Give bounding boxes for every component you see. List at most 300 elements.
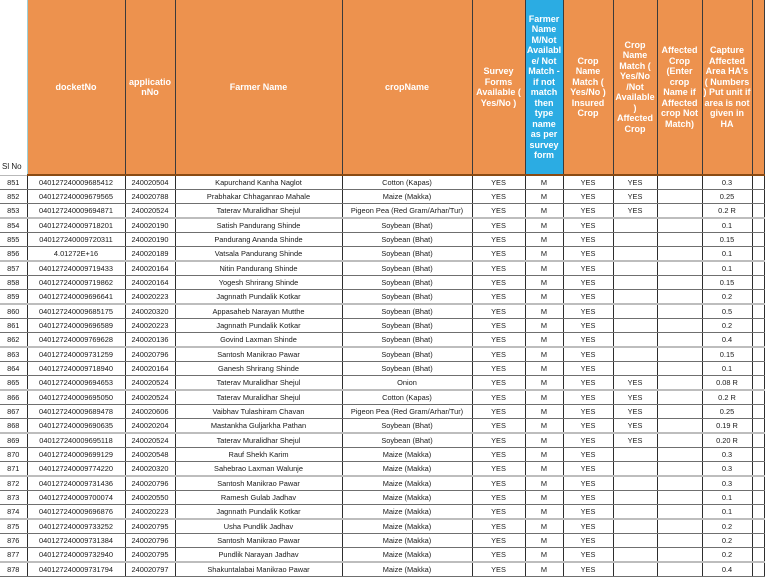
overflow-cell[interactable]	[752, 362, 764, 376]
crop-name-cell[interactable]: Maize (Makka)	[342, 462, 472, 477]
application-no-cell[interactable]: 240020788	[125, 190, 175, 204]
table-row[interactable]	[0, 491, 764, 505]
docket-no-cell[interactable]: 040127240009700074	[27, 491, 125, 505]
crop-name-match-affected-cell[interactable]	[613, 448, 657, 462]
table-row[interactable]	[0, 204, 764, 219]
overflow-cell[interactable]	[752, 562, 764, 577]
affected-crop-cell[interactable]	[657, 347, 702, 362]
affected-crop-cell[interactable]	[657, 419, 702, 434]
affected-crop-cell[interactable]	[657, 548, 702, 563]
affected-crop-cell[interactable]	[657, 304, 702, 319]
farmer-name-cell[interactable]: Taterav Muralidhar Shejul	[175, 433, 342, 448]
affected-crop-cell[interactable]	[657, 233, 702, 247]
survey-form-available-cell[interactable]: YES	[472, 534, 525, 548]
table-row[interactable]	[0, 505, 764, 520]
affected-crop-cell[interactable]	[657, 204, 702, 219]
overflow-cell[interactable]	[752, 519, 764, 534]
row-number-cell[interactable]: 868	[0, 419, 27, 434]
docket-no-cell[interactable]: 040127240009718940	[27, 362, 125, 376]
table-row[interactable]	[0, 304, 764, 319]
crop-name-match-insured-cell[interactable]: YES	[563, 476, 613, 491]
farmer-name-match-cell[interactable]: M	[525, 562, 563, 577]
table-row[interactable]	[0, 233, 764, 247]
crop-name-match-affected-cell[interactable]: YES	[613, 204, 657, 219]
row-number-cell[interactable]: 851	[0, 175, 27, 190]
docket-no-cell[interactable]: 040127240009731794	[27, 562, 125, 577]
farmer-name-match-cell[interactable]: M	[525, 476, 563, 491]
farmer-name-cell[interactable]: Ramesh Gulab Jadhav	[175, 491, 342, 505]
farmer-name-match-cell[interactable]: M	[525, 276, 563, 290]
crop-name-cell[interactable]: Maize (Makka)	[342, 562, 472, 577]
docket-no-cell[interactable]: 040127240009719433	[27, 261, 125, 276]
docket-no-cell[interactable]: 040127240009679565	[27, 190, 125, 204]
survey-form-available-cell[interactable]: YES	[472, 562, 525, 577]
crop-name-match-insured-cell[interactable]: YES	[563, 218, 613, 233]
row-number-cell[interactable]: 865	[0, 376, 27, 391]
affected-area-cell[interactable]: 0.2 R	[702, 204, 752, 219]
crop-name-match-insured-cell[interactable]: YES	[563, 175, 613, 190]
table-row[interactable]	[0, 175, 764, 190]
row-number-cell[interactable]: 867	[0, 405, 27, 419]
farmer-name-cell[interactable]: Rauf Shekh Karim	[175, 448, 342, 462]
column-header-docketno[interactable]: docketNo	[27, 0, 125, 175]
row-number-cell[interactable]: 871	[0, 462, 27, 477]
column-header-crop-name-match-insured[interactable]: Crop Name Match ( Yes/No ) Insured Crop	[563, 0, 613, 175]
crop-name-match-insured-cell[interactable]: YES	[563, 419, 613, 434]
docket-no-cell[interactable]: 040127240009719862	[27, 276, 125, 290]
crop-name-cell[interactable]: Cotton (Kapas)	[342, 390, 472, 405]
docket-no-cell[interactable]: 040127240009731259	[27, 347, 125, 362]
docket-no-cell[interactable]: 040127240009732940	[27, 548, 125, 563]
row-number-cell[interactable]: 857	[0, 261, 27, 276]
column-header-overflow[interactable]	[752, 0, 764, 175]
row-number-cell[interactable]: 864	[0, 362, 27, 376]
crop-name-match-affected-cell[interactable]	[613, 290, 657, 305]
row-number-cell[interactable]: 856	[0, 247, 27, 262]
column-header-farmer-name-match[interactable]: Farmer Name M/Not Available/ Not Match - if not match then type name as per survey form	[525, 0, 563, 175]
farmer-name-match-cell[interactable]: M	[525, 548, 563, 563]
row-number-cell[interactable]: 860	[0, 304, 27, 319]
affected-area-cell[interactable]: 0.2	[702, 290, 752, 305]
crop-name-match-affected-cell[interactable]	[613, 548, 657, 563]
row-number-cell[interactable]: 878	[0, 562, 27, 577]
affected-crop-cell[interactable]	[657, 376, 702, 391]
farmer-name-cell[interactable]: Ganesh Shrirang Shinde	[175, 362, 342, 376]
column-header-survey-forms-available[interactable]: Survey Forms Available ( Yes/No )	[472, 0, 525, 175]
column-header-affected-crop[interactable]: Affected Crop (Enter crop Name if Affected crop Not Match)	[657, 0, 702, 175]
survey-form-available-cell[interactable]: YES	[472, 347, 525, 362]
table-row[interactable]	[0, 190, 764, 204]
crop-name-match-affected-cell[interactable]: YES	[613, 376, 657, 391]
farmer-name-cell[interactable]: Taterav Muralidhar Shejul	[175, 204, 342, 219]
row-number-cell[interactable]: 863	[0, 347, 27, 362]
survey-form-available-cell[interactable]: YES	[472, 290, 525, 305]
crop-name-match-insured-cell[interactable]: YES	[563, 534, 613, 548]
overflow-cell[interactable]	[752, 376, 764, 391]
docket-no-cell[interactable]: 040127240009685412	[27, 175, 125, 190]
affected-crop-cell[interactable]	[657, 462, 702, 477]
crop-name-cell[interactable]: Onion	[342, 376, 472, 391]
affected-area-cell[interactable]: 0.3	[702, 462, 752, 477]
farmer-name-cell[interactable]: Pandurang Ananda Shinde	[175, 233, 342, 247]
survey-form-available-cell[interactable]: YES	[472, 247, 525, 262]
application-no-cell[interactable]: 240020190	[125, 218, 175, 233]
affected-crop-cell[interactable]	[657, 505, 702, 520]
overflow-cell[interactable]	[752, 233, 764, 247]
overflow-cell[interactable]	[752, 462, 764, 477]
crop-name-match-insured-cell[interactable]: YES	[563, 462, 613, 477]
docket-no-cell[interactable]: 040127240009696876	[27, 505, 125, 520]
crop-name-cell[interactable]: Soybean (Bhat)	[342, 276, 472, 290]
survey-form-available-cell[interactable]: YES	[472, 491, 525, 505]
affected-crop-cell[interactable]	[657, 390, 702, 405]
overflow-cell[interactable]	[752, 190, 764, 204]
application-no-cell[interactable]: 240020796	[125, 347, 175, 362]
crop-name-match-insured-cell[interactable]: YES	[563, 347, 613, 362]
crop-name-cell[interactable]: Maize (Makka)	[342, 491, 472, 505]
docket-no-cell[interactable]: 040127240009696589	[27, 319, 125, 333]
crop-name-cell[interactable]: Soybean (Bhat)	[342, 419, 472, 434]
farmer-name-cell[interactable]: Kapurchand Kanha Naglot	[175, 175, 342, 190]
crop-name-match-insured-cell[interactable]: YES	[563, 519, 613, 534]
farmer-name-match-cell[interactable]: M	[525, 233, 563, 247]
row-number-cell[interactable]: 869	[0, 433, 27, 448]
affected-crop-cell[interactable]	[657, 519, 702, 534]
crop-name-match-insured-cell[interactable]: YES	[563, 247, 613, 262]
farmer-name-cell[interactable]: Jagnnath Pundalik Kotkar	[175, 319, 342, 333]
affected-area-cell[interactable]: 0.4	[702, 333, 752, 348]
farmer-name-match-cell[interactable]: M	[525, 218, 563, 233]
affected-area-cell[interactable]: 0.1	[702, 505, 752, 520]
application-no-cell[interactable]: 240020164	[125, 261, 175, 276]
overflow-cell[interactable]	[752, 175, 764, 190]
crop-name-cell[interactable]: Pigeon Pea (Red Gram/Arhar/Tur)	[342, 405, 472, 419]
row-number-cell[interactable]: 870	[0, 448, 27, 462]
crop-name-match-affected-cell[interactable]	[613, 362, 657, 376]
crop-name-match-insured-cell[interactable]: YES	[563, 548, 613, 563]
farmer-name-match-cell[interactable]: M	[525, 362, 563, 376]
affected-crop-cell[interactable]	[657, 190, 702, 204]
affected-area-cell[interactable]: 0.2	[702, 534, 752, 548]
crop-name-match-affected-cell[interactable]	[613, 534, 657, 548]
column-header-affected-area[interactable]: Capture Affected Area HA's ( Numbers ) Put unit if area is not given in HA	[702, 0, 752, 175]
overflow-cell[interactable]	[752, 448, 764, 462]
crop-name-cell[interactable]: Maize (Makka)	[342, 448, 472, 462]
farmer-name-match-cell[interactable]: M	[525, 491, 563, 505]
farmer-name-cell[interactable]: Pundlik Narayan Jadhav	[175, 548, 342, 563]
row-number-cell[interactable]: 876	[0, 534, 27, 548]
overflow-cell[interactable]	[752, 405, 764, 419]
affected-crop-cell[interactable]	[657, 405, 702, 419]
row-number-cell[interactable]: 874	[0, 505, 27, 520]
farmer-name-match-cell[interactable]: M	[525, 519, 563, 534]
crop-name-match-affected-cell[interactable]: YES	[613, 175, 657, 190]
overflow-cell[interactable]	[752, 319, 764, 333]
affected-area-cell[interactable]: 0.08 R	[702, 376, 752, 391]
row-number-cell[interactable]: 853	[0, 204, 27, 219]
survey-form-available-cell[interactable]: YES	[472, 319, 525, 333]
survey-form-available-cell[interactable]: YES	[472, 390, 525, 405]
crop-name-match-affected-cell[interactable]	[613, 462, 657, 477]
crop-name-match-insured-cell[interactable]: YES	[563, 204, 613, 219]
survey-form-available-cell[interactable]: YES	[472, 376, 525, 391]
crop-name-match-affected-cell[interactable]: YES	[613, 433, 657, 448]
affected-crop-cell[interactable]	[657, 218, 702, 233]
crop-name-cell[interactable]: Soybean (Bhat)	[342, 319, 472, 333]
table-row[interactable]	[0, 362, 764, 376]
application-no-cell[interactable]: 240020524	[125, 376, 175, 391]
crop-name-cell[interactable]: Maize (Makka)	[342, 505, 472, 520]
affected-area-cell[interactable]: 0.2	[702, 319, 752, 333]
affected-area-cell[interactable]: 0.25	[702, 190, 752, 204]
application-no-cell[interactable]: 240020550	[125, 491, 175, 505]
affected-area-cell[interactable]: 0.3	[702, 476, 752, 491]
application-no-cell[interactable]: 240020223	[125, 505, 175, 520]
survey-form-available-cell[interactable]: YES	[472, 333, 525, 348]
column-header-cropname[interactable]: cropName	[342, 0, 472, 175]
crop-name-cell[interactable]: Maize (Makka)	[342, 548, 472, 563]
survey-form-available-cell[interactable]: YES	[472, 476, 525, 491]
crop-name-match-affected-cell[interactable]	[613, 519, 657, 534]
crop-name-match-affected-cell[interactable]	[613, 333, 657, 348]
table-row[interactable]	[0, 347, 764, 362]
survey-form-available-cell[interactable]: YES	[472, 462, 525, 477]
overflow-cell[interactable]	[752, 333, 764, 348]
crop-name-match-affected-cell[interactable]	[613, 505, 657, 520]
farmer-name-match-cell[interactable]: M	[525, 462, 563, 477]
farmer-name-cell[interactable]: Yogesh Shrirang Shinde	[175, 276, 342, 290]
crop-name-match-affected-cell[interactable]	[613, 276, 657, 290]
crop-name-cell[interactable]: Soybean (Bhat)	[342, 347, 472, 362]
application-no-cell[interactable]: 240020548	[125, 448, 175, 462]
application-no-cell[interactable]: 240020320	[125, 304, 175, 319]
affected-area-cell[interactable]: 0.15	[702, 276, 752, 290]
crop-name-match-insured-cell[interactable]: YES	[563, 448, 613, 462]
application-no-cell[interactable]: 240020524	[125, 433, 175, 448]
row-number-cell[interactable]: 858	[0, 276, 27, 290]
affected-area-cell[interactable]: 0.1	[702, 218, 752, 233]
docket-no-cell[interactable]: 040127240009774220	[27, 462, 125, 477]
application-no-cell[interactable]: 240020504	[125, 175, 175, 190]
crop-name-match-insured-cell[interactable]: YES	[563, 276, 613, 290]
crop-name-match-insured-cell[interactable]: YES	[563, 491, 613, 505]
affected-area-cell[interactable]: 0.20 R	[702, 433, 752, 448]
farmer-name-cell[interactable]: Mastankha Guljarkha Pathan	[175, 419, 342, 434]
farmer-name-cell[interactable]: Vatsala Pandurang Shinde	[175, 247, 342, 262]
column-header-crop-name-match-affected[interactable]: Crop Name Match ( Yes/No /Not Available) Affected Crop	[613, 0, 657, 175]
survey-form-available-cell[interactable]: YES	[472, 433, 525, 448]
docket-no-cell[interactable]: 040127240009731384	[27, 534, 125, 548]
farmer-name-cell[interactable]: Jagnnath Pundalik Kotkar	[175, 290, 342, 305]
farmer-name-match-cell[interactable]: M	[525, 319, 563, 333]
application-no-cell[interactable]: 240020795	[125, 519, 175, 534]
docket-no-cell[interactable]: 040127240009695050	[27, 390, 125, 405]
survey-form-available-cell[interactable]: YES	[472, 405, 525, 419]
crop-name-match-affected-cell[interactable]: YES	[613, 190, 657, 204]
row-number-cell[interactable]: 872	[0, 476, 27, 491]
farmer-name-cell[interactable]: Shakuntalabai Manikrao Pawar	[175, 562, 342, 577]
farmer-name-cell[interactable]: Santosh Manikrao Pawar	[175, 476, 342, 491]
survey-form-available-cell[interactable]: YES	[472, 261, 525, 276]
crop-name-match-insured-cell[interactable]: YES	[563, 390, 613, 405]
crop-name-cell[interactable]: Pigeon Pea (Red Gram/Arhar/Tur)	[342, 204, 472, 219]
application-no-cell[interactable]: 240020223	[125, 319, 175, 333]
table-row[interactable]	[0, 405, 764, 419]
row-number-cell[interactable]: 873	[0, 491, 27, 505]
crop-name-match-affected-cell[interactable]	[613, 347, 657, 362]
overflow-cell[interactable]	[752, 505, 764, 520]
crop-name-cell[interactable]: Cotton (Kapas)	[342, 175, 472, 190]
survey-form-available-cell[interactable]: YES	[472, 519, 525, 534]
affected-area-cell[interactable]: 0.5	[702, 304, 752, 319]
application-no-cell[interactable]: 240020524	[125, 204, 175, 219]
table-row[interactable]	[0, 333, 764, 348]
crop-name-cell[interactable]: Maize (Makka)	[342, 519, 472, 534]
crop-name-match-affected-cell[interactable]	[613, 491, 657, 505]
docket-no-cell[interactable]: 040127240009699129	[27, 448, 125, 462]
farmer-name-match-cell[interactable]: M	[525, 347, 563, 362]
crop-name-cell[interactable]: Soybean (Bhat)	[342, 218, 472, 233]
table-row[interactable]	[0, 247, 764, 262]
crop-name-match-affected-cell[interactable]	[613, 233, 657, 247]
affected-crop-cell[interactable]	[657, 261, 702, 276]
crop-name-match-insured-cell[interactable]: YES	[563, 319, 613, 333]
farmer-name-cell[interactable]: Santosh Manikrao Pawar	[175, 347, 342, 362]
affected-crop-cell[interactable]	[657, 362, 702, 376]
crop-name-cell[interactable]: Soybean (Bhat)	[342, 333, 472, 348]
farmer-name-match-cell[interactable]: M	[525, 261, 563, 276]
crop-name-match-insured-cell[interactable]: YES	[563, 290, 613, 305]
affected-area-cell[interactable]: 0.3	[702, 448, 752, 462]
application-no-cell[interactable]: 240020320	[125, 462, 175, 477]
docket-no-cell[interactable]: 040127240009733252	[27, 519, 125, 534]
survey-form-available-cell[interactable]: YES	[472, 304, 525, 319]
application-no-cell[interactable]: 240020796	[125, 476, 175, 491]
crop-name-match-insured-cell[interactable]: YES	[563, 505, 613, 520]
overflow-cell[interactable]	[752, 390, 764, 405]
column-header-applicationno[interactable]: applicationNo	[125, 0, 175, 175]
docket-no-cell[interactable]: 040127240009690635	[27, 419, 125, 434]
table-row[interactable]	[0, 218, 764, 233]
affected-area-cell[interactable]: 0.2	[702, 548, 752, 563]
crop-name-cell[interactable]: Soybean (Bhat)	[342, 290, 472, 305]
crop-name-cell[interactable]: Soybean (Bhat)	[342, 233, 472, 247]
farmer-name-match-cell[interactable]: M	[525, 190, 563, 204]
row-number-cell[interactable]: 862	[0, 333, 27, 348]
overflow-cell[interactable]	[752, 491, 764, 505]
farmer-name-match-cell[interactable]: M	[525, 333, 563, 348]
overflow-cell[interactable]	[752, 261, 764, 276]
overflow-cell[interactable]	[752, 419, 764, 434]
affected-crop-cell[interactable]	[657, 333, 702, 348]
survey-form-available-cell[interactable]: YES	[472, 448, 525, 462]
affected-area-cell[interactable]: 0.2 R	[702, 390, 752, 405]
farmer-name-cell[interactable]: Taterav Muralidhar Shejul	[175, 376, 342, 391]
docket-no-cell[interactable]: 040127240009720311	[27, 233, 125, 247]
affected-area-cell[interactable]: 0.1	[702, 247, 752, 262]
crop-name-match-insured-cell[interactable]: YES	[563, 304, 613, 319]
crop-name-match-insured-cell[interactable]: YES	[563, 333, 613, 348]
overflow-cell[interactable]	[752, 218, 764, 233]
affected-crop-cell[interactable]	[657, 448, 702, 462]
survey-form-available-cell[interactable]: YES	[472, 190, 525, 204]
farmer-name-cell[interactable]: Govind Laxman Shinde	[175, 333, 342, 348]
crop-name-match-affected-cell[interactable]	[613, 218, 657, 233]
crop-name-match-insured-cell[interactable]: YES	[563, 261, 613, 276]
table-row[interactable]	[0, 276, 764, 290]
farmer-name-match-cell[interactable]: M	[525, 448, 563, 462]
overflow-cell[interactable]	[752, 204, 764, 219]
survey-form-available-cell[interactable]: YES	[472, 233, 525, 247]
crop-name-match-affected-cell[interactable]	[613, 304, 657, 319]
crop-name-match-insured-cell[interactable]: YES	[563, 433, 613, 448]
crop-name-cell[interactable]: Maize (Makka)	[342, 476, 472, 491]
affected-area-cell[interactable]: 0.1	[702, 362, 752, 376]
affected-area-cell[interactable]: 0.19 R	[702, 419, 752, 434]
farmer-name-cell[interactable]: Appasaheb Narayan Mutthe	[175, 304, 342, 319]
docket-no-cell[interactable]: 040127240009694871	[27, 204, 125, 219]
farmer-name-match-cell[interactable]: M	[525, 376, 563, 391]
affected-area-cell[interactable]: 0.25	[702, 405, 752, 419]
docket-no-cell[interactable]: 040127240009685175	[27, 304, 125, 319]
application-no-cell[interactable]: 240020223	[125, 290, 175, 305]
overflow-cell[interactable]	[752, 476, 764, 491]
application-no-cell[interactable]: 240020795	[125, 548, 175, 563]
row-number-cell[interactable]: 852	[0, 190, 27, 204]
docket-no-cell[interactable]: 040127240009718201	[27, 218, 125, 233]
farmer-name-cell[interactable]: Santosh Manikrao Pawar	[175, 534, 342, 548]
column-header-slno[interactable]: Sl No	[0, 0, 27, 175]
affected-crop-cell[interactable]	[657, 433, 702, 448]
docket-no-cell[interactable]: 040127240009689478	[27, 405, 125, 419]
farmer-name-cell[interactable]: Prabhakar Chhaganrao Mahale	[175, 190, 342, 204]
application-no-cell[interactable]: 240020164	[125, 362, 175, 376]
row-number-cell[interactable]: 861	[0, 319, 27, 333]
crop-name-cell[interactable]: Soybean (Bhat)	[342, 362, 472, 376]
crop-name-match-affected-cell[interactable]	[613, 562, 657, 577]
table-row[interactable]	[0, 448, 764, 462]
farmer-name-cell[interactable]: Usha Pundlik Jadhav	[175, 519, 342, 534]
table-row[interactable]	[0, 562, 764, 577]
crop-name-match-insured-cell[interactable]: YES	[563, 362, 613, 376]
farmer-name-match-cell[interactable]: M	[525, 419, 563, 434]
table-row[interactable]	[0, 519, 764, 534]
affected-crop-cell[interactable]	[657, 534, 702, 548]
overflow-cell[interactable]	[752, 276, 764, 290]
farmer-name-cell[interactable]: Vaibhav Tulashiram Chavan	[175, 405, 342, 419]
crop-name-match-insured-cell[interactable]: YES	[563, 405, 613, 419]
crop-name-match-affected-cell[interactable]	[613, 247, 657, 262]
survey-form-available-cell[interactable]: YES	[472, 505, 525, 520]
farmer-name-match-cell[interactable]: M	[525, 405, 563, 419]
application-no-cell[interactable]: 240020204	[125, 419, 175, 434]
docket-no-cell[interactable]: 4.01272E+16	[27, 247, 125, 262]
table-row[interactable]	[0, 319, 764, 333]
survey-form-available-cell[interactable]: YES	[472, 204, 525, 219]
application-no-cell[interactable]: 240020189	[125, 247, 175, 262]
affected-crop-cell[interactable]	[657, 276, 702, 290]
affected-area-cell[interactable]: 0.3	[702, 175, 752, 190]
docket-no-cell[interactable]: 040127240009695118	[27, 433, 125, 448]
docket-no-cell[interactable]: 040127240009696641	[27, 290, 125, 305]
affected-crop-cell[interactable]	[657, 175, 702, 190]
application-no-cell[interactable]: 240020190	[125, 233, 175, 247]
farmer-name-cell[interactable]: Taterav Muralidhar Shejul	[175, 390, 342, 405]
farmer-name-cell[interactable]: Nitin Pandurang Shinde	[175, 261, 342, 276]
table-row[interactable]	[0, 376, 764, 391]
application-no-cell[interactable]: 240020136	[125, 333, 175, 348]
crop-name-match-affected-cell[interactable]	[613, 319, 657, 333]
